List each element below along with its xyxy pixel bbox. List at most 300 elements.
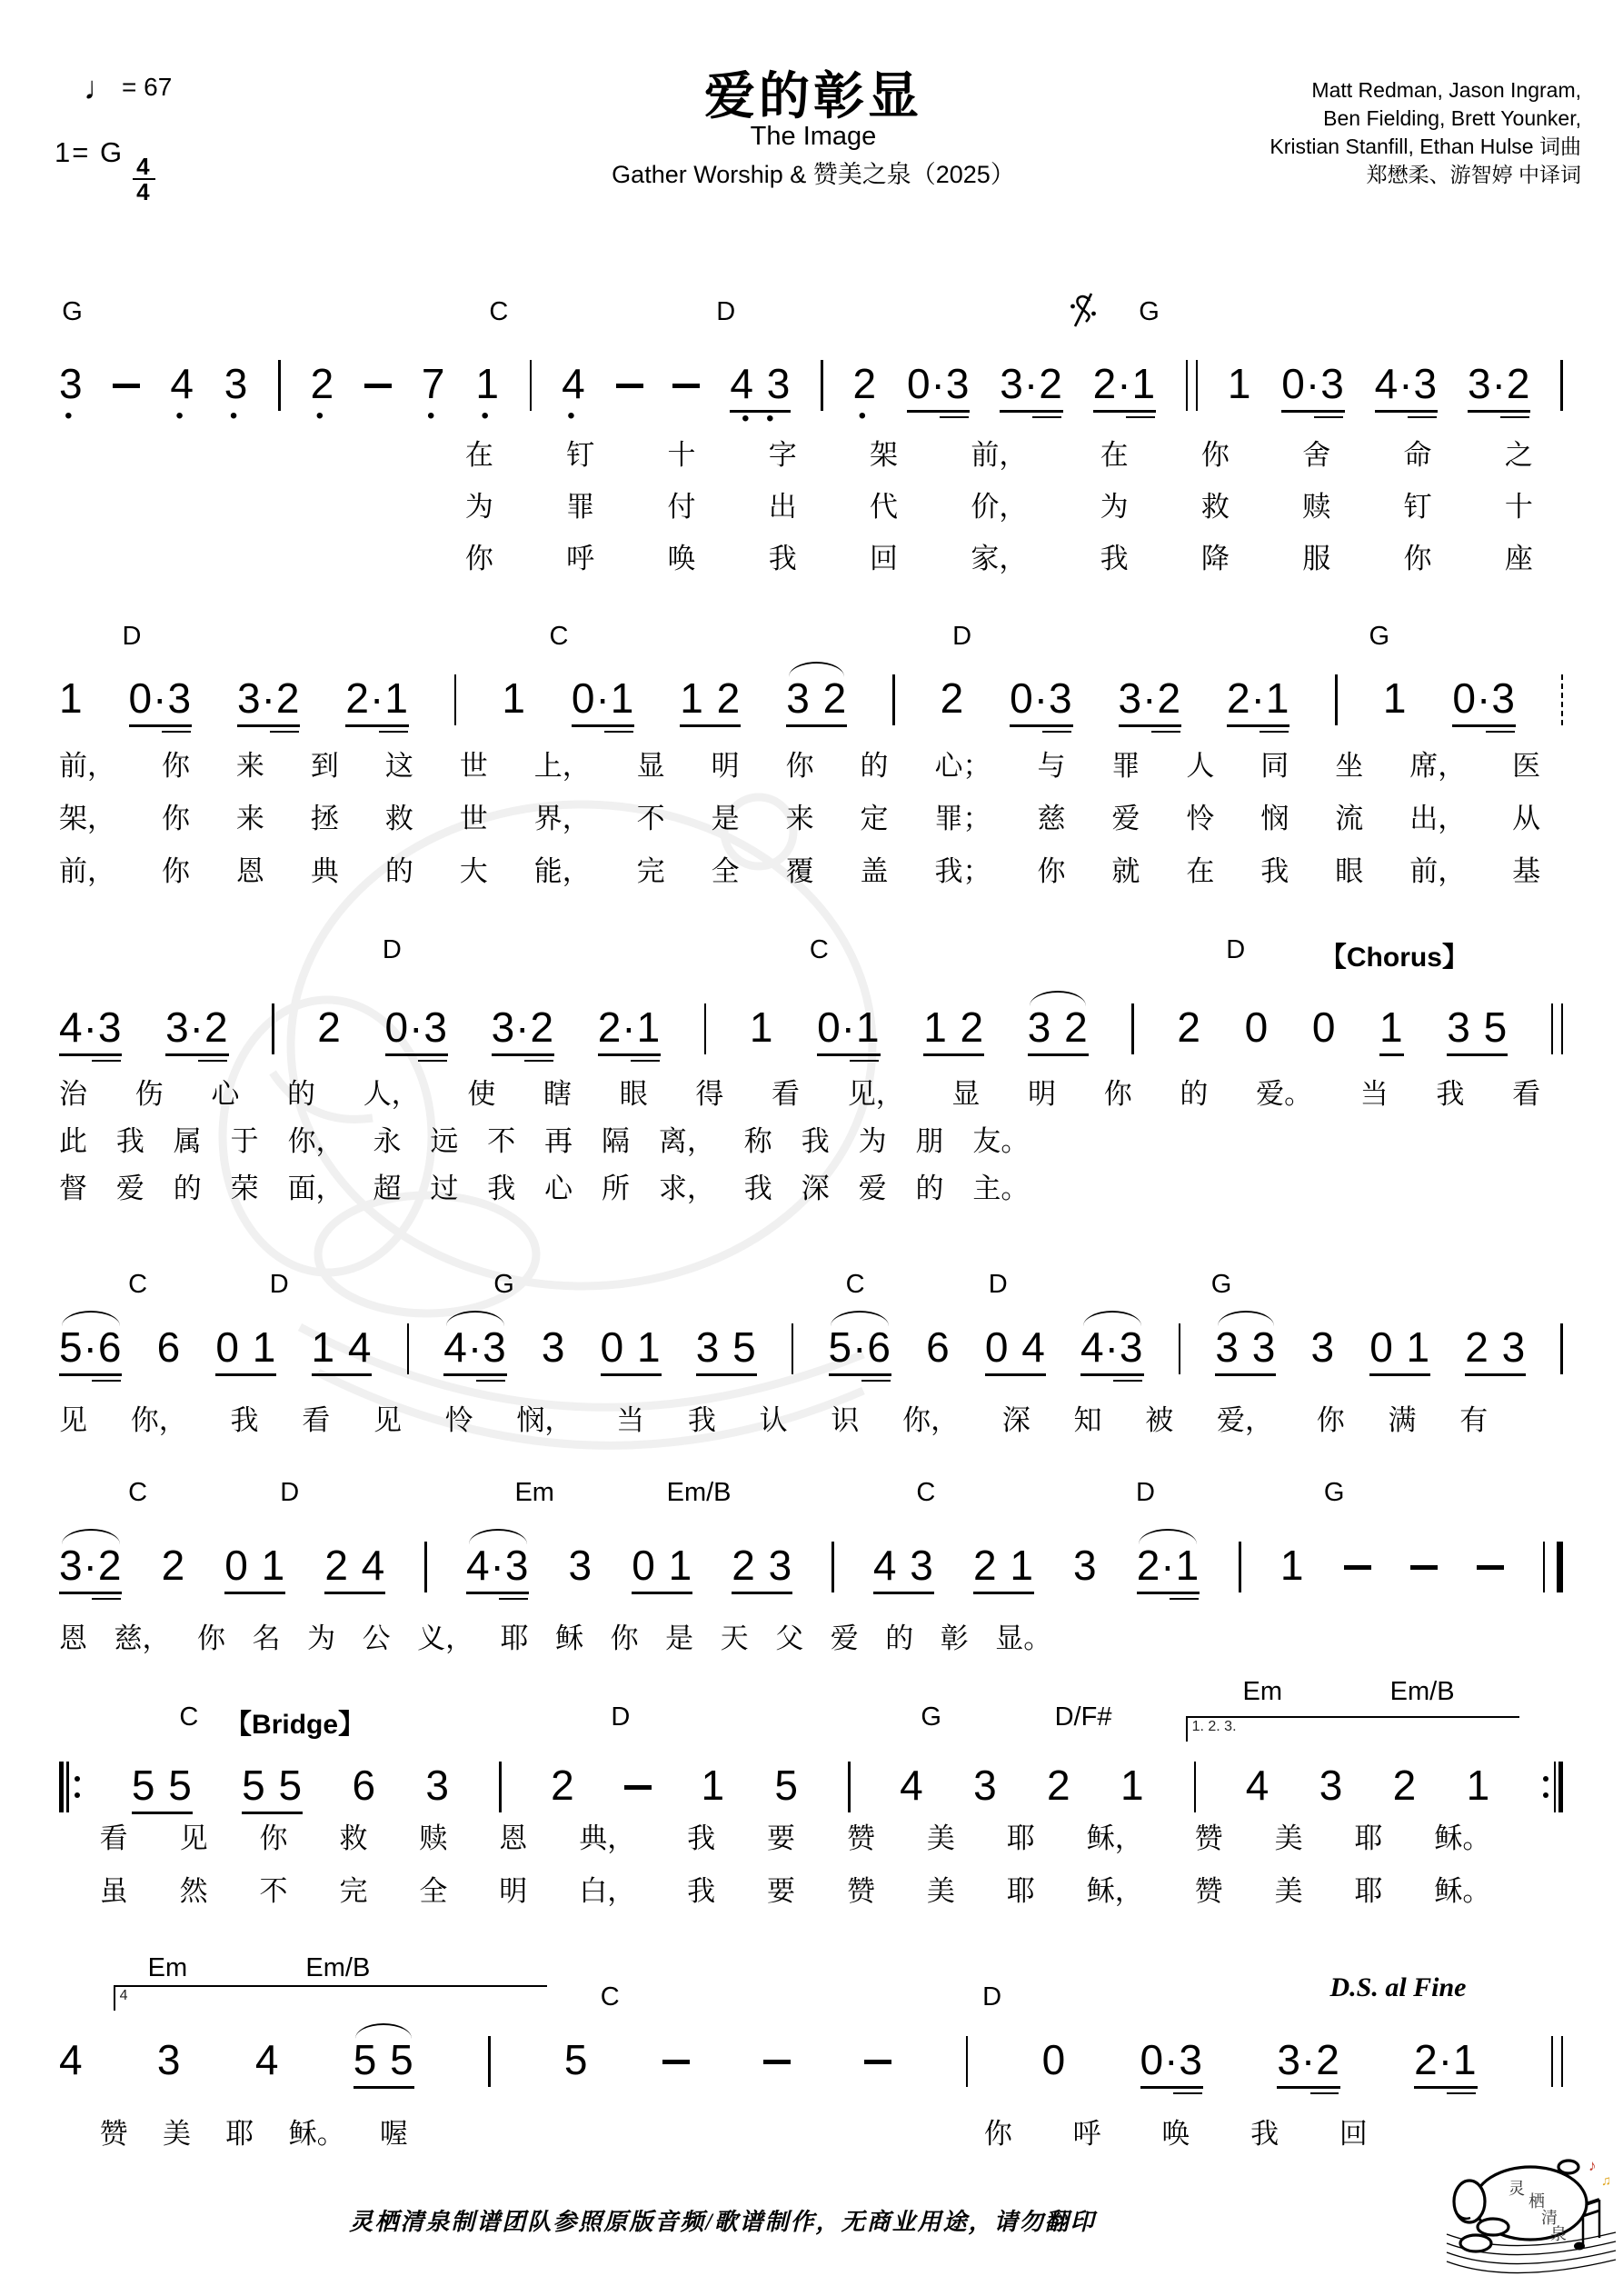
lyric-syllable: 美 [1274,1822,1303,1854]
lyric-syllable: 定 [860,803,889,834]
lyric-syllable: 看 [99,1822,128,1854]
notes-row-system-7 [59,2036,1563,2101]
note: 4 [1245,1762,1270,1809]
song-title: 爱的彰显 [704,67,922,125]
lyric-syllable: 得 [695,1078,724,1110]
notes-row-system-1 [59,360,1563,431]
lyric-syllable: 我 [1250,2118,1279,2150]
lyric-syllable: 看 [1512,1078,1541,1110]
octave-dot: • [858,404,871,428]
lyric-syllable: 然 [179,1875,208,1907]
lyric-syllable: 流 [1335,803,1364,834]
lyric-syllable: 稣， [1086,1822,1143,1854]
lyric-syllable: 基 [1512,855,1541,887]
note: 2·1 [1414,2036,1477,2089]
notes-row-system-2 [59,674,1563,740]
lyric-syllable: 认 [759,1404,788,1436]
note: 5 5 [242,1762,303,1814]
notes-row-system-3 [59,1003,1563,1069]
lyric-syllable: 前， [1409,855,1467,887]
lyric-syllable: 我 [743,1173,772,1204]
chord-C: C [489,297,509,326]
time-signature [133,155,154,204]
lyric-syllable: 治 [59,1078,87,1110]
sixteenth-underline [524,1060,553,1063]
note: 5 [563,2036,589,2083]
lyric-syllable: 前， [59,750,115,782]
thin-bar [66,1762,69,1812]
note: 0 1 [601,1323,662,1376]
lyric-syllable: 被 [1145,1404,1174,1436]
lyric-syllable: 耶 [1354,1875,1383,1907]
note: 0 [1311,1003,1337,1051]
sixteenth-underline [92,1598,121,1601]
lyric-syllable: 罪 [566,491,595,523]
note: 4·3 [1375,360,1438,413]
double-barline [1551,2036,1563,2087]
lyric-syllable: 完 [636,855,665,887]
thick-bar [59,1762,64,1812]
lyric-syllable: 你 [197,1622,226,1654]
lyric-syllable: 爱 [1111,803,1140,834]
chord-D: D [269,1270,289,1299]
key-value: 1= G [55,136,124,168]
lyric-syllable: 名 [252,1622,281,1654]
chord-D: D [122,622,142,651]
footer-copyright: 灵栖清泉制谱团队参照原版音频/歌谱制作，无商业用途，请勿翻印 [349,2209,1096,2235]
lyric-syllable: 唤 [667,543,696,574]
lyric-syllable: 你 [1200,439,1230,471]
note: 2 • [310,360,335,428]
duration-dash [864,2060,891,2064]
lyric-syllable: 你 [161,750,190,782]
barline [499,1762,502,1812]
chord-C: C [179,1702,199,1732]
lyric-syllable: 我 [687,1875,716,1907]
lyric-syllable: 架 [870,439,899,471]
note: 3 [973,1762,998,1809]
lyric-syllable: 服 [1302,543,1331,574]
lyric-syllable: 的 [885,1622,914,1654]
note: 3·2 [165,1003,228,1056]
lyric-syllable: 为 [307,1622,336,1654]
repeat-dot [1543,1776,1548,1782]
lyric-syllable: 眼 [1335,855,1364,887]
lyric-syllable: 呼 [566,543,595,574]
lyric-syllable: 识 [831,1404,860,1436]
sixteenth-underline [499,1598,528,1601]
lyric-syllable: 前， [971,439,1028,471]
lyric-syllable: 再 [544,1125,573,1157]
lyric-syllable: 席， [1409,750,1467,782]
lyric-syllable: 赎 [419,1822,448,1854]
sixteenth-underline [1500,416,1529,419]
chord-D: D [611,1702,631,1732]
lyric-syllable: 世 [459,750,488,782]
lyric-syllable: 我 [1436,1078,1465,1110]
sixteenth-underline [270,731,299,734]
lyric-syllable: 钉 [566,439,595,471]
barline [407,1323,410,1374]
yellow-note-icon: ♫ [1601,2173,1612,2189]
lyric-syllable: 永 [373,1125,402,1157]
chord-EmB: Em/B [666,1478,732,1507]
lyric-syllable: 为 [858,1125,887,1157]
note: 2 [1047,1762,1071,1809]
lyric-syllable: 我 [1100,543,1129,574]
lyric-syllable: 当 [1359,1078,1389,1110]
barline [454,674,457,725]
note: 1 2 [680,674,741,727]
barline [530,360,533,411]
lyric-syllable: 你 [610,1622,639,1654]
lyric-syllable: 回 [870,543,899,574]
lyric-syllable: 从 [1512,803,1541,834]
lyric-syllable: 瞎 [543,1078,573,1110]
duration-dash [662,2060,690,2064]
note: 1 [749,1003,774,1051]
octave-dot: • [229,404,244,428]
lyric-syllable: 天 [720,1622,749,1654]
lyric-syllable: 远 [430,1125,459,1157]
lyric-syllable: 深 [1001,1404,1031,1436]
note: 3 [425,1762,450,1809]
note: 2 3 [1465,1323,1526,1376]
segno-mark [1070,291,1097,334]
chord-D: D [988,1270,1008,1299]
lyric-syllable: 人 [1186,750,1215,782]
sixteenth-underline [1260,731,1289,734]
lyric-syllable: 求， [658,1173,715,1204]
svg-text:清: 清 [1541,2209,1558,2227]
lyrics-system-3-line-2 [59,1125,1029,1158]
lyric-syllable: 价， [971,491,1028,523]
note: 1 [1120,1762,1145,1809]
lyric-syllable: 耶 [1354,1822,1383,1854]
lyric-syllable: 知 [1073,1404,1102,1436]
barline [704,1003,707,1054]
lyric-syllable: 不 [636,803,665,834]
lyric-syllable: 称 [743,1125,772,1157]
lyrics-system-6-line-1 [100,1822,1491,1855]
note: 1 [1382,674,1408,722]
repeat-start-barline [59,1762,83,1812]
volta-bracket [1186,1716,1520,1742]
lyric-syllable: 的 [173,1173,202,1204]
lyric-syllable: 付 [667,491,696,523]
note: 0·3 [1140,2036,1203,2089]
repeat-dot [75,1792,80,1798]
lyric-syllable: 完 [339,1875,368,1907]
chord-Em: Em [147,1953,188,1982]
octave-dot: • [175,404,189,428]
note: 3 [1073,1542,1098,1589]
sixteenth-underline [379,731,408,734]
lyric-syllable: 所 [602,1173,631,1204]
lyric-syllable: 十 [667,439,696,471]
chord-D: D [952,622,972,651]
lyric-syllable: 有 [1459,1404,1489,1436]
lyric-syllable: 见 [179,1822,208,1854]
lyric-syllable: 恩 [499,1822,528,1854]
lyric-syllable: 命 [1403,439,1432,471]
lyric-syllable: 耶 [1006,1822,1035,1854]
lyric-syllable: 超 [373,1173,402,1204]
lyric-syllable: 这 [384,750,413,782]
lyric-syllable: 喔 [379,2118,408,2150]
barline [848,1762,851,1812]
barline [1560,360,1563,411]
note: 3 [1319,1762,1344,1809]
lyric-syllable: 显 [636,750,665,782]
octave-dot: • [426,404,441,428]
sixteenth-underline [92,1380,121,1383]
lyric-syllable: 救 [339,1822,368,1854]
lyric-syllable: 稣。 [288,2118,345,2150]
lyrics-system-6-line-2 [100,1875,1491,1908]
note: 2 [1392,1762,1418,1809]
lyric-syllable: 为 [464,491,493,523]
lyric-syllable: 我 [230,1404,259,1436]
meter-denominator: 4 [136,178,152,205]
lyric-syllable: 使 [467,1078,496,1110]
lyric-syllable: 我 [687,1404,716,1436]
lyric-syllable: 白， [579,1875,636,1907]
barline [1560,1323,1563,1374]
lyric-syllable: 明 [499,1875,528,1907]
sixteenth-underline [1151,731,1180,734]
chord-DF: D/F# [1054,1702,1112,1732]
barline [278,360,281,411]
sixteenth-underline [198,1060,227,1063]
note: 4·3 [1080,1323,1143,1376]
note: 0 [1244,1003,1270,1051]
note: 4 [254,2036,280,2083]
lyric-syllable: 我 [115,1125,144,1157]
repeat-dot [1543,1792,1548,1798]
lyric-syllable: 你 [1103,1078,1132,1110]
lyric-syllable: 出 [768,491,797,523]
lyric-syllable: 心； [934,750,991,782]
lyric-syllable: 耶 [500,1622,529,1654]
sixteenth-underline [418,1060,447,1063]
lyric-syllable: 是 [665,1622,694,1654]
note: 2 1 [973,1542,1034,1594]
svg-text:灵: 灵 [1508,2180,1525,2198]
lyric-syllable: 大 [459,855,488,887]
note: 0 1 [632,1542,692,1594]
note: 3 • [224,360,249,428]
note: 4 3 • • [730,360,792,431]
note: 1 [1466,1762,1491,1809]
note: 1 [701,1762,726,1809]
lyric-syllable: 耶 [225,2118,254,2150]
chord-C: C [600,1982,620,2011]
notes-row-system-5 [59,1542,1563,1607]
lyric-syllable: 见 [59,1404,87,1436]
note: 3·2 [1119,674,1181,727]
lyric-syllable: 隔 [602,1125,631,1157]
lyric-syllable: 美 [926,1822,955,1854]
sixteenth-underline [1408,416,1437,419]
barline [1239,1542,1241,1592]
lyric-syllable: 明 [1028,1078,1057,1110]
ds-al-fine: D.S. al Fine [1329,1972,1467,2002]
lyric-syllable: 显 [951,1078,981,1110]
lyric-syllable: 深 [801,1173,830,1204]
sixteenth-underline [1032,416,1061,419]
song-subtitle: The Image [750,122,877,151]
lyrics-system-2-line-3 [59,855,1540,888]
lyric-syllable: 彰 [940,1622,969,1654]
lyric-syllable: 罪； [934,803,991,834]
chord-G: G [493,1270,514,1299]
lyrics-system-2-line-1 [59,750,1540,783]
quarter-note-icon: ♩ [84,69,116,106]
note: 0·3 [907,360,970,413]
note: 4 [59,2036,84,2083]
lyric-syllable: 义， [417,1622,474,1654]
chord-D: D [280,1478,300,1507]
lyric-syllable: 主。 [972,1173,1030,1204]
tempo-marking [84,69,172,107]
lyric-syllable: 的 [1180,1078,1209,1110]
note: 0·3 [1010,674,1072,727]
chord-EmB: Em/B [1389,1677,1455,1706]
note: 2 [317,1003,342,1051]
note: 5 5 [132,1762,193,1814]
lyric-syllable: 我 [801,1125,830,1157]
barline [1131,1003,1134,1054]
note: 0 1 [1369,1323,1430,1376]
lyric-syllable: 医 [1512,750,1541,782]
lyric-syllable: 稣。 [1434,1875,1491,1907]
chord-C: C [128,1478,148,1507]
lyric-syllable: 的 [287,1078,316,1110]
lyric-syllable: 过 [430,1173,459,1204]
lyric-syllable: 家， [971,543,1028,574]
note: 2 4 [324,1542,385,1594]
note: 4·3 [466,1542,529,1594]
octave-dot: • [481,404,494,428]
octave-dot: • • [742,406,780,431]
lyrics-system-5-line-1 [59,1622,1051,1655]
lyric-syllable: 见， [847,1078,904,1110]
note: 2 [161,1542,186,1589]
lyric-syllable: 就 [1111,855,1140,887]
chord-Em: Em [514,1478,554,1507]
sixteenth-underline [1486,731,1515,734]
lyric-syllable: 心 [544,1173,573,1204]
double-barline [1186,360,1198,411]
lyric-syllable: 耶 [1006,1875,1035,1907]
note: 6 [352,1762,377,1809]
note: 1 [1279,1542,1305,1589]
lyric-syllable: 美 [1274,1875,1303,1907]
lyric-syllable: 美 [162,2118,191,2150]
sixteenth-underline [604,731,633,734]
chord-C: C [845,1270,865,1299]
lyric-syllable: 你 [259,1822,288,1854]
sixteenth-underline [631,1060,660,1063]
section-label: 【Bridge】 [224,1710,366,1740]
lyric-syllable: 当 [616,1404,645,1436]
repeat-dots [75,1762,80,1812]
lyric-syllable: 悯， [516,1404,573,1436]
lyric-syllable: 你 [1403,543,1432,574]
lyric-syllable: 救 [384,803,413,834]
note: 3 [568,1542,593,1589]
note: 1 [59,674,84,722]
sixteenth-underline [850,1060,879,1063]
lyric-syllable: 全 [419,1875,448,1907]
note: 0·3 [1281,360,1344,413]
chord-EmB: Em/B [305,1953,371,1982]
lyric-syllable: 全 [711,855,740,887]
lyric-syllable: 在 [1186,855,1215,887]
lyric-syllable: 朋 [915,1125,944,1157]
barline [821,360,823,411]
artist-credit: Gather Worship & 赞美之泉（2025） [612,161,1015,188]
volta-label: 1. 2. 3. [1191,1719,1237,1734]
note: 3·2 [1468,360,1530,413]
sixteenth-underline [1170,1598,1199,1601]
barline [272,1003,274,1054]
lyric-syllable: 出， [1409,803,1467,834]
dashed-barline [1561,674,1563,725]
lyric-syllable: 稣 [555,1622,584,1654]
lyric-syllable: 世 [459,803,488,834]
note: 2 [551,1762,575,1809]
duration-dash [364,384,392,388]
note: 4·3 [443,1323,506,1376]
lyric-syllable: 伤 [134,1078,164,1110]
lyric-syllable: 同 [1260,750,1289,782]
lyrics-system-7-line-1 [100,2118,408,2151]
chord-G: G [1139,297,1160,326]
barline [488,2036,491,2087]
lyric-syllable: 你 [785,750,814,782]
lyric-syllable: 你， [130,1404,187,1436]
lyrics-system-7-line-2 [984,2118,1368,2151]
lyric-syllable: 爱 [115,1173,144,1204]
lyric-syllable: 慈 [1037,803,1066,834]
chord-D: D [716,297,736,326]
duration-dash [1410,1565,1438,1570]
chord-D: D [982,1982,1002,2011]
chord-D: D [1226,935,1246,964]
note: 5·6 [59,1323,122,1376]
lyric-syllable: 看 [302,1404,331,1436]
lyric-syllable: 眼 [619,1078,648,1110]
lyric-syllable: 爱。 [1256,1078,1313,1110]
note: 2 • [852,360,878,428]
chord-Em: Em [1242,1677,1282,1706]
notes-row-system-6 [59,1762,1563,1827]
barline [966,2036,969,2087]
note: 3 [541,1323,566,1371]
note: 2·1 [598,1003,661,1056]
note: 3·2 [492,1003,554,1056]
lyric-syllable: 爱 [858,1173,887,1204]
octave-dot: • [65,404,78,428]
lyric-syllable: 来 [235,750,264,782]
lyric-syllable: 要 [767,1822,796,1854]
lyric-syllable: 面， [287,1173,344,1204]
lyric-syllable: 的 [860,750,889,782]
barline [424,1542,427,1592]
lyric-syllable: 爱 [830,1622,859,1654]
